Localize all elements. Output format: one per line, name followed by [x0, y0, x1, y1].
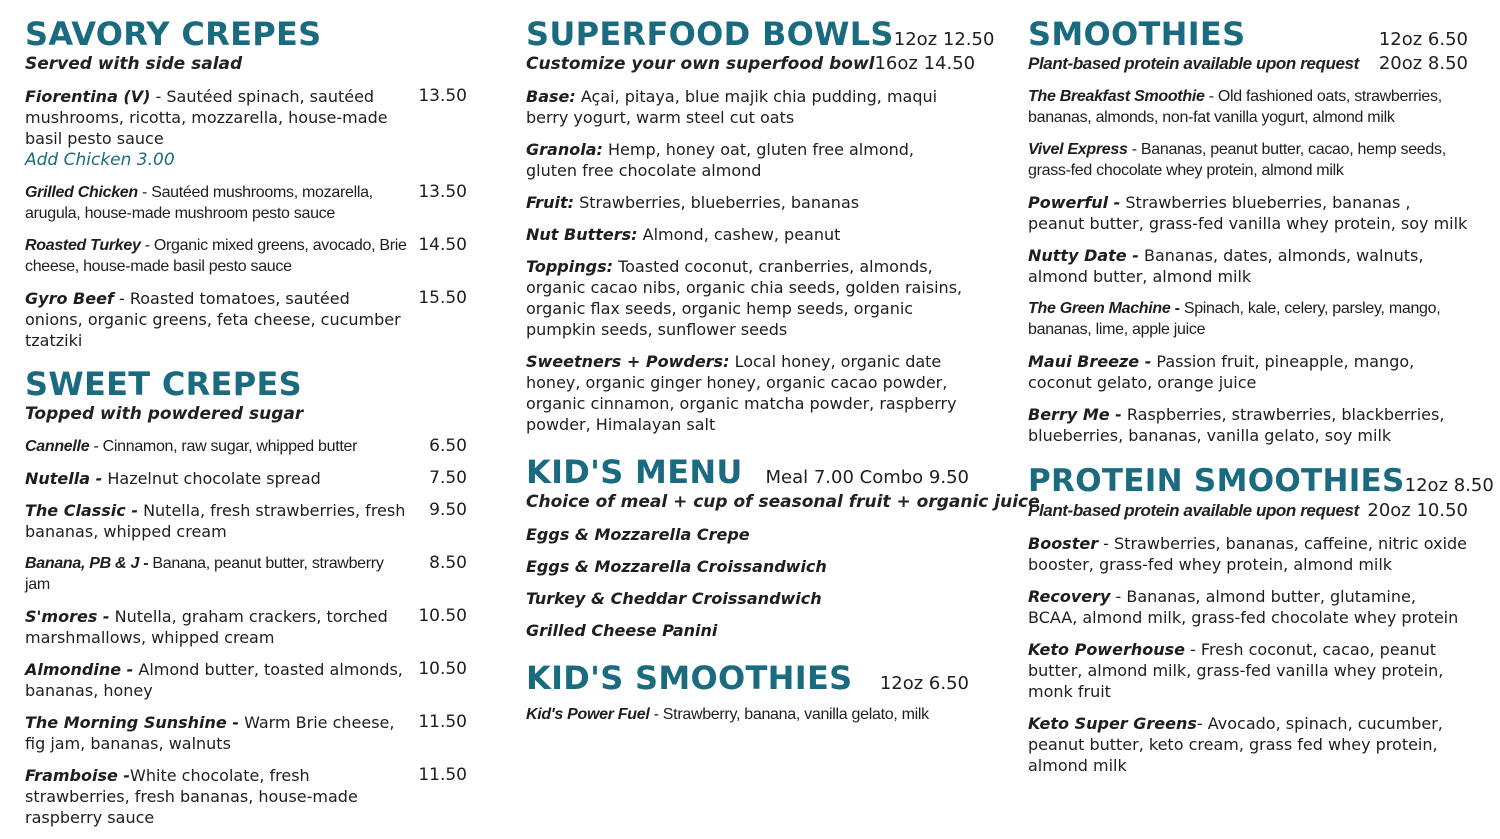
protein-smoothies-list — [1028, 533, 1468, 776]
section-title: SUPERFOOD BOWLS — [526, 15, 894, 53]
kids-smoothies-header — [526, 658, 969, 698]
add-chicken-option: Add Chicken 3.00 — [25, 150, 175, 170]
menu-item: Nutella - Hazelnut chocolate spread 7.50 — [25, 468, 467, 488]
size-price: 12oz 8.50 — [1404, 475, 1494, 496]
size-price: 12oz 6.50 — [879, 673, 969, 694]
column-left — [25, 14, 467, 839]
menu-item: Keto Powerhouse - Fresh coconut, cacao, peanut butter, almond milk, grass-fed vanilla whey protein, monk fruit — [1028, 640, 1444, 701]
item-price: 9.50 — [429, 500, 467, 520]
section-subtitle: Served with side salad — [25, 54, 243, 74]
column-right — [1028, 14, 1494, 787]
superfood-bowls-header — [526, 14, 995, 54]
size-price: 16oz 14.50 — [874, 53, 976, 74]
menu-item: Cannelle - Cinnamon, raw sugar, whipped butter 6.50 — [25, 436, 467, 456]
menu-item: The Green Machine - Spinach, kale, celery, parsley, mango, bananas, lime, apple juice — [1028, 300, 1441, 338]
item-price: 10.50 — [418, 659, 467, 679]
menu-item: Keto Super Greens- Avocado, spinach, cucumber, peanut butter, keto cream, grass fed whey protein, almond milk — [1028, 714, 1443, 775]
section-title: KID'S MENU — [526, 453, 743, 491]
sweet-crepes-list — [25, 436, 467, 828]
menu-item: Booster - Strawberries, bananas, caffeine, nitric oxide booster, grass-fed whey protein, almond milk — [1028, 534, 1468, 574]
smoothies-list — [1028, 86, 1468, 446]
superfood-bowls-list — [526, 86, 969, 435]
item-price: 13.50 — [418, 86, 467, 106]
section-title: KID'S SMOOTHIES — [526, 659, 853, 697]
menu-item: The Morning Sunshine - Warm Brie cheese, fig jam, bananas, walnuts 11.50 — [25, 712, 467, 753]
item-price: 15.50 — [418, 288, 467, 308]
menu-item: Grilled Chicken - Sautéed mushrooms, mozarella, arugula, house-made mushroom pesto sauce 13.50 — [25, 182, 467, 222]
smoothies-header — [1028, 14, 1468, 54]
menu-item: Framboise -White chocolate, fresh strawberries, fresh bananas, house-made raspberry sauce 11.50 — [25, 765, 467, 827]
list-item: Eggs & Mozzarella Croissandwich — [526, 557, 827, 576]
menu-item: Kid's Power Fuel - Strawberry, banana, vanilla gelato, milk — [526, 706, 929, 723]
menu-item: Vivel Express - Bananas, peanut butter, cacao, hemp seeds, grass-fed chocolate whey protein, almond milk — [1028, 141, 1446, 179]
menu-item: Gyro Beef - Roasted tomatoes, sautéed onions, organic greens, feta cheese, cucumber tzatziki 15.50 — [25, 288, 467, 350]
section-title: SMOOTHIES — [1028, 15, 1246, 53]
sweet-crepes-header — [25, 364, 467, 404]
menu-item: Berry Me - Raspberries, strawberries, blackberries, blueberries, bananas, vanilla gelato, soy milk — [1028, 405, 1445, 445]
item-price: 11.50 — [418, 712, 467, 732]
section-subtitle: Customize your own superfood bowl 16oz 14.50 — [526, 53, 976, 74]
menu-item: Base: Açai, pitaya, blue majik chia pudding, maqui berry yogurt, warm steel cut oats — [526, 87, 938, 127]
kids-meal-prices: Meal 7.00 Combo 9.50 — [765, 467, 969, 488]
size-price: 12oz 12.50 — [893, 29, 995, 50]
menu-item: Roasted Turkey - Organic mixed greens, avocado, Brie cheese, house-made basil pesto sauce 14.50 — [25, 235, 467, 275]
size-price: 20oz 8.50 — [1378, 53, 1468, 74]
section-subtitle: Plant-based protein available upon request 20oz 8.50 — [1028, 53, 1468, 74]
section-title: PROTEIN SMOOTHIES — [1028, 463, 1405, 499]
menu-item: Sweetners + Powders: Local honey, organic date honey, organic ginger honey, organic cacao powder, organic cinnamon, organic matcha powder, raspberry powder, Himalayan salt — [526, 352, 957, 434]
protein-smoothies-header — [1028, 461, 1494, 501]
item-price: 10.50 — [418, 606, 467, 626]
item-price: 7.50 — [429, 468, 467, 488]
kids-menu-list — [526, 524, 969, 641]
menu-item: Maui Breeze - Passion fruit, pineapple, mango, coconut gelato, orange juice — [1028, 352, 1415, 392]
menu-item: Fruit: Strawberries, blueberries, bananas — [526, 193, 860, 212]
kids-smoothies-list — [526, 704, 969, 725]
item-price: 14.50 — [418, 235, 467, 255]
menu-item: S'mores - Nutella, graham crackers, torched marshmallows, whipped cream 10.50 — [25, 606, 467, 647]
list-item: Turkey & Cheddar Croissandwich — [526, 589, 822, 608]
menu-item: The Classic - Nutella, fresh strawberries, fresh bananas, whipped cream 9.50 — [25, 500, 467, 541]
section-subtitle: Choice of meal + cup of seasonal fruit + organic juice — [526, 492, 1040, 512]
menu-item: Recovery - Bananas, almond butter, glutamine, BCAA, almond milk, grass-fed chocolate whey protein — [1028, 587, 1459, 627]
list-item: Eggs & Mozzarella Crepe — [526, 525, 750, 544]
menu-item: Banana, PB & J - Banana, peanut butter, strawberry jam 8.50 — [25, 553, 467, 593]
kids-menu-header — [526, 452, 969, 492]
menu-item: Toppings: Toasted coconut, cranberries, almonds, organic cacao nibs, organic chia seeds, golden raisins, organic flax seeds, organic hemp seeds, organic pumpkin seeds, sunflower seeds — [526, 257, 963, 339]
menu-item: Powerful - Strawberries blueberries, bananas , peanut butter, grass-fed vanilla whey protein, soy milk — [1028, 193, 1468, 233]
menu-item: Nutty Date - Bananas, dates, almonds, walnuts, almond butter, almond milk — [1028, 246, 1424, 286]
menu-item: Fiorentina (V) - Sautéed spinach, sautéed mushrooms, ricotta, mozzarella, house-made basil pesto sauce Add Chicken 3.00 13.50 — [25, 86, 467, 170]
menu-item: Granola: Hemp, honey oat, gluten free almond, gluten free chocolate almond — [526, 140, 914, 180]
section-title: SAVORY CREPES — [25, 15, 322, 53]
section-title: SWEET CREPES — [25, 365, 302, 403]
item-price: 11.50 — [418, 765, 467, 785]
section-subtitle: Topped with powdered sugar — [25, 404, 304, 424]
section-subtitle: Plant-based protein available upon request 20oz 10.50 — [1028, 500, 1468, 521]
item-price: 13.50 — [418, 182, 467, 202]
size-price: 20oz 10.50 — [1367, 500, 1468, 521]
savory-crepes-list — [25, 86, 467, 351]
item-price: 6.50 — [429, 436, 467, 456]
size-price: 12oz 6.50 — [1378, 29, 1468, 50]
menu-item: The Breakfast Smoothie - Old fashioned oats, strawberries, bananas, almonds, non-fat vanilla yogurt, almond milk — [1028, 88, 1442, 126]
list-item: Grilled Cheese Panini — [526, 621, 718, 640]
menu-item: Almondine - Almond butter, toasted almonds, bananas, honey 10.50 — [25, 659, 467, 700]
column-middle — [526, 14, 1040, 736]
savory-crepes-header — [25, 14, 467, 54]
menu-item: Nut Butters: Almond, cashew, peanut — [526, 225, 841, 244]
item-price: 8.50 — [429, 553, 467, 573]
